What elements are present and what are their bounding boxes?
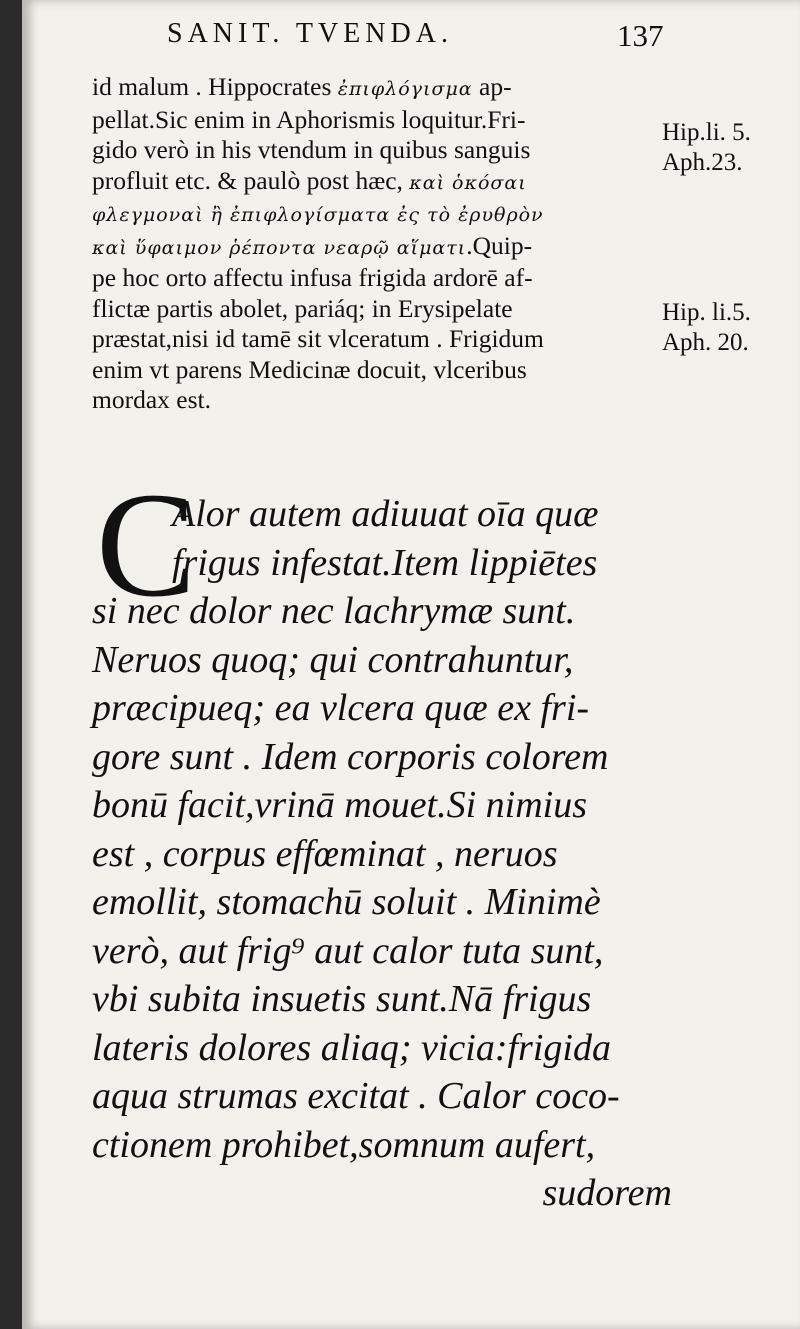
text-line: aqua strumas excitat . Calor coco- (92, 1075, 620, 1117)
text-line: præcipueq; ea vlcera quæ ex fri- (92, 687, 590, 729)
text-line: φλεγμοναὶ ἢ ἐπιφλογίσματα ἐς τὸ ἐρυθρὸν (92, 204, 544, 226)
text-line: ctionem prohibet,somnum aufert, (92, 1123, 596, 1166)
text-line: flictæ partis abolet, pariáq; in Erysipelate (92, 293, 513, 323)
text-line: enim vt parens Medicinæ docuit, vlceribus (92, 354, 527, 384)
text-line: mordax est. (92, 385, 211, 414)
show-through-text (672, 370, 800, 730)
text-line: id malum . Hippocrates ἐπιφλόγισμα ap- (92, 72, 512, 101)
book-page (22, 0, 800, 1329)
text-line: verò, aut frig⁹ aut calor tuta sunt, (92, 929, 604, 972)
roman-paragraph (92, 72, 672, 416)
text-line: profluit etc. & paulò post hæc, καὶ ὁκόσαι (92, 165, 527, 195)
text-line: pellat.Sic enim in Aphorismis loquitur.Fri- (92, 104, 526, 134)
catchword: sudorem (542, 1172, 672, 1214)
text-line: Alor autem adiuuat oīa quæ (172, 493, 599, 535)
text-line: vbi subita insuetis sunt.Nā frigus (92, 978, 592, 1020)
margin-note-1: Hip.li. 5. Aph.23. (662, 119, 751, 176)
text-line: Neruos quoq; qui contrahuntur, (92, 638, 574, 681)
page-number: 137 (617, 18, 664, 53)
text-line: pe hoc orto affectu infusa frigida ardorē af- (92, 263, 533, 292)
drop-cap: C (96, 462, 197, 628)
text-line: emollit, stomachū soluit . Minimè (92, 881, 601, 923)
text-line: frigus infestat.Item lippiētes (172, 541, 598, 584)
text-line: præstat,nisi id tamē sit vlceratum . Frigidum (92, 324, 544, 353)
text-line: lateris dolores aliaq; vicia:frigida (92, 1026, 611, 1069)
text-line: gore sunt . Idem corporis colorem (92, 735, 609, 778)
text-line: gido verò in his vtendum in quibus sanguis (92, 135, 531, 164)
margin-note-2: Hip. li.5. Aph. 20. (662, 299, 751, 356)
running-head: SANIT. TVENDA. (167, 18, 453, 49)
text-line: bonū facit,vrinā mouet.Si nimius (92, 784, 588, 826)
text-line: si nec dolor nec lachrymæ sunt. (92, 590, 576, 632)
italic-paragraph (92, 490, 682, 1218)
text-line: καὶ ὕφαιμον ῥέποντα νεαρῷ αἵματι.Quip- (92, 230, 533, 260)
text-line: est , corpus effœminat , neruos (92, 832, 558, 875)
